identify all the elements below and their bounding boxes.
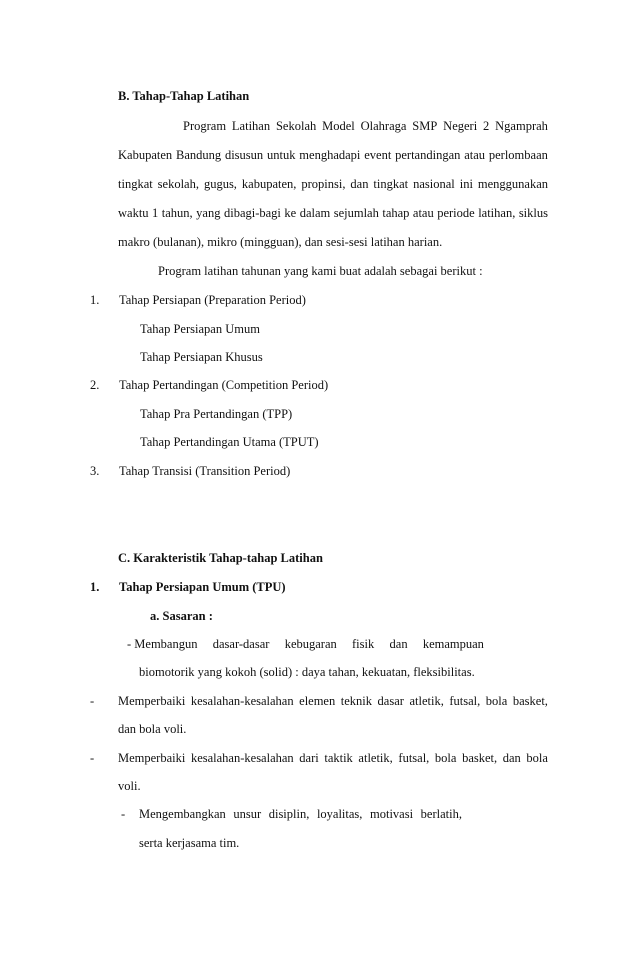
list-item-1: Tahap Persiapan (Preparation Period) (119, 293, 306, 307)
word: unsur (233, 807, 262, 821)
word: menghadapi (299, 148, 361, 162)
word: Memperbaiki (118, 751, 186, 765)
list-num-3: 3. (90, 464, 100, 478)
section-b-heading: B. Tahap-Tahap Latihan (118, 89, 250, 103)
word: Sekolah (275, 119, 317, 133)
word: propinsi, (301, 177, 346, 191)
word: kemampuan (422, 637, 484, 651)
word: tingkat (373, 177, 409, 191)
word: pertandingan (395, 148, 461, 162)
word: menggunakan (477, 177, 548, 191)
word: kebugaran (284, 637, 337, 651)
list-num-2: 2. (90, 378, 100, 392)
word: untuk (266, 148, 296, 162)
word: dan (350, 177, 369, 191)
para1-line1 (183, 118, 548, 134)
word: loyalitas, (316, 807, 363, 821)
bullet1-line2: biomotorik yang kokoh (solid) : daya tahan, kekuatan, fleksibilitas. (139, 665, 475, 679)
word: dari (299, 751, 319, 765)
list-num-1: 1. (90, 293, 100, 307)
word: 1 (152, 206, 159, 220)
word: dasar-dasar (212, 637, 270, 651)
bullet3-dash: - (90, 751, 95, 765)
word: teknik (340, 694, 373, 708)
word: ini (459, 177, 473, 191)
bullet1-line1 (127, 636, 484, 652)
list-sub-2-1: Tahap Pra Pertandingan (TPP) (140, 407, 293, 421)
word: atau (412, 206, 434, 220)
word: atletik, (409, 694, 444, 708)
sasaran-heading: a. Sasaran : (150, 609, 213, 623)
word: fisik (352, 637, 375, 651)
word: bola (434, 751, 457, 765)
para1-line2 (118, 147, 548, 163)
word: dalam (299, 206, 331, 220)
word: futsal, (398, 751, 430, 765)
word: Program (183, 119, 227, 133)
word: Mengembangkan (139, 807, 226, 821)
word: Ngamprah (495, 119, 548, 133)
word: siklus (518, 206, 548, 220)
list-sub-2-2: Tahap Pertandingan Utama (TPUT) (140, 435, 319, 449)
word: atletik, (358, 751, 393, 765)
word: waktu (118, 206, 149, 220)
word: tingkat (118, 177, 153, 191)
bullet3-line2: voli. (118, 779, 141, 793)
word: 2 (483, 119, 490, 133)
para1-line3 (118, 176, 548, 192)
list-item-3: Tahap Transisi (Transition Period) (119, 464, 291, 478)
list-item-2: Tahap Pertandingan (Competition Period) (119, 378, 329, 392)
word: SMP (412, 119, 438, 133)
word: Latihan (231, 119, 271, 133)
word: ke (284, 206, 297, 220)
word: bola (485, 694, 508, 708)
list-sub-1-2: Tahap Persiapan Khusus (140, 350, 263, 364)
word: Memperbaiki (118, 694, 186, 708)
word: atau (464, 148, 486, 162)
word: sejumlah (333, 206, 379, 220)
word: Model (322, 119, 355, 133)
c-item-1: Tahap Persiapan Umum (TPU) (119, 580, 286, 594)
word: kesalahan-kesalahan (190, 694, 294, 708)
word: kesalahan-kesalahan (190, 751, 294, 765)
word: disusun (224, 148, 264, 162)
word: gugus, (203, 177, 237, 191)
para2: Program latihan tahunan yang kami buat adalah sebagai berikut : (158, 264, 483, 278)
word: taktik (324, 751, 353, 765)
bullet4-dash: - (121, 807, 126, 821)
word: Bandung (175, 148, 222, 162)
word: elemen (299, 694, 336, 708)
bullet3-line1 (118, 750, 548, 766)
c-item-num-1: 1. (90, 580, 100, 594)
word: dibagi-bagi (223, 206, 281, 220)
word: Kabupaten (118, 148, 173, 162)
word: tahap (382, 206, 410, 220)
word: futsal, (449, 694, 481, 708)
bullet2-line2: dan bola voli. (118, 722, 187, 736)
bullet4-line2: serta kerjasama tim. (139, 836, 240, 850)
word: dan (502, 751, 521, 765)
word: berlatih, (420, 807, 462, 821)
word: basket, (512, 694, 548, 708)
word: kabupaten, (241, 177, 297, 191)
bullet2-line1 (118, 693, 548, 709)
para1-line4 (118, 205, 548, 221)
word: latihan, (478, 206, 516, 220)
word: basket, (462, 751, 498, 765)
bullet4-line1 (139, 806, 462, 822)
word: Negeri (443, 119, 478, 133)
word: event (364, 148, 392, 162)
word: bola (526, 751, 548, 765)
bullet2-dash: - (90, 694, 95, 708)
word: nasional (413, 177, 455, 191)
para1-line5: makro (bulanan), mikro (mingguan), dan sesi-sesi latihan harian. (118, 235, 443, 249)
word: periode (437, 206, 475, 220)
word: motivasi (370, 807, 414, 821)
word: dan (389, 637, 408, 651)
word: dasar (377, 694, 404, 708)
word: tahun, (161, 206, 193, 220)
word: perlombaan (488, 148, 548, 162)
word: yang (196, 206, 221, 220)
word: sekolah, (157, 177, 199, 191)
word: - Membangun (127, 637, 198, 651)
list-sub-1-1: Tahap Persiapan Umum (140, 322, 260, 336)
word: Olahraga (360, 119, 407, 133)
section-c-heading: C. Karakteristik Tahap-tahap Latihan (118, 551, 323, 565)
word: disiplin, (268, 807, 310, 821)
